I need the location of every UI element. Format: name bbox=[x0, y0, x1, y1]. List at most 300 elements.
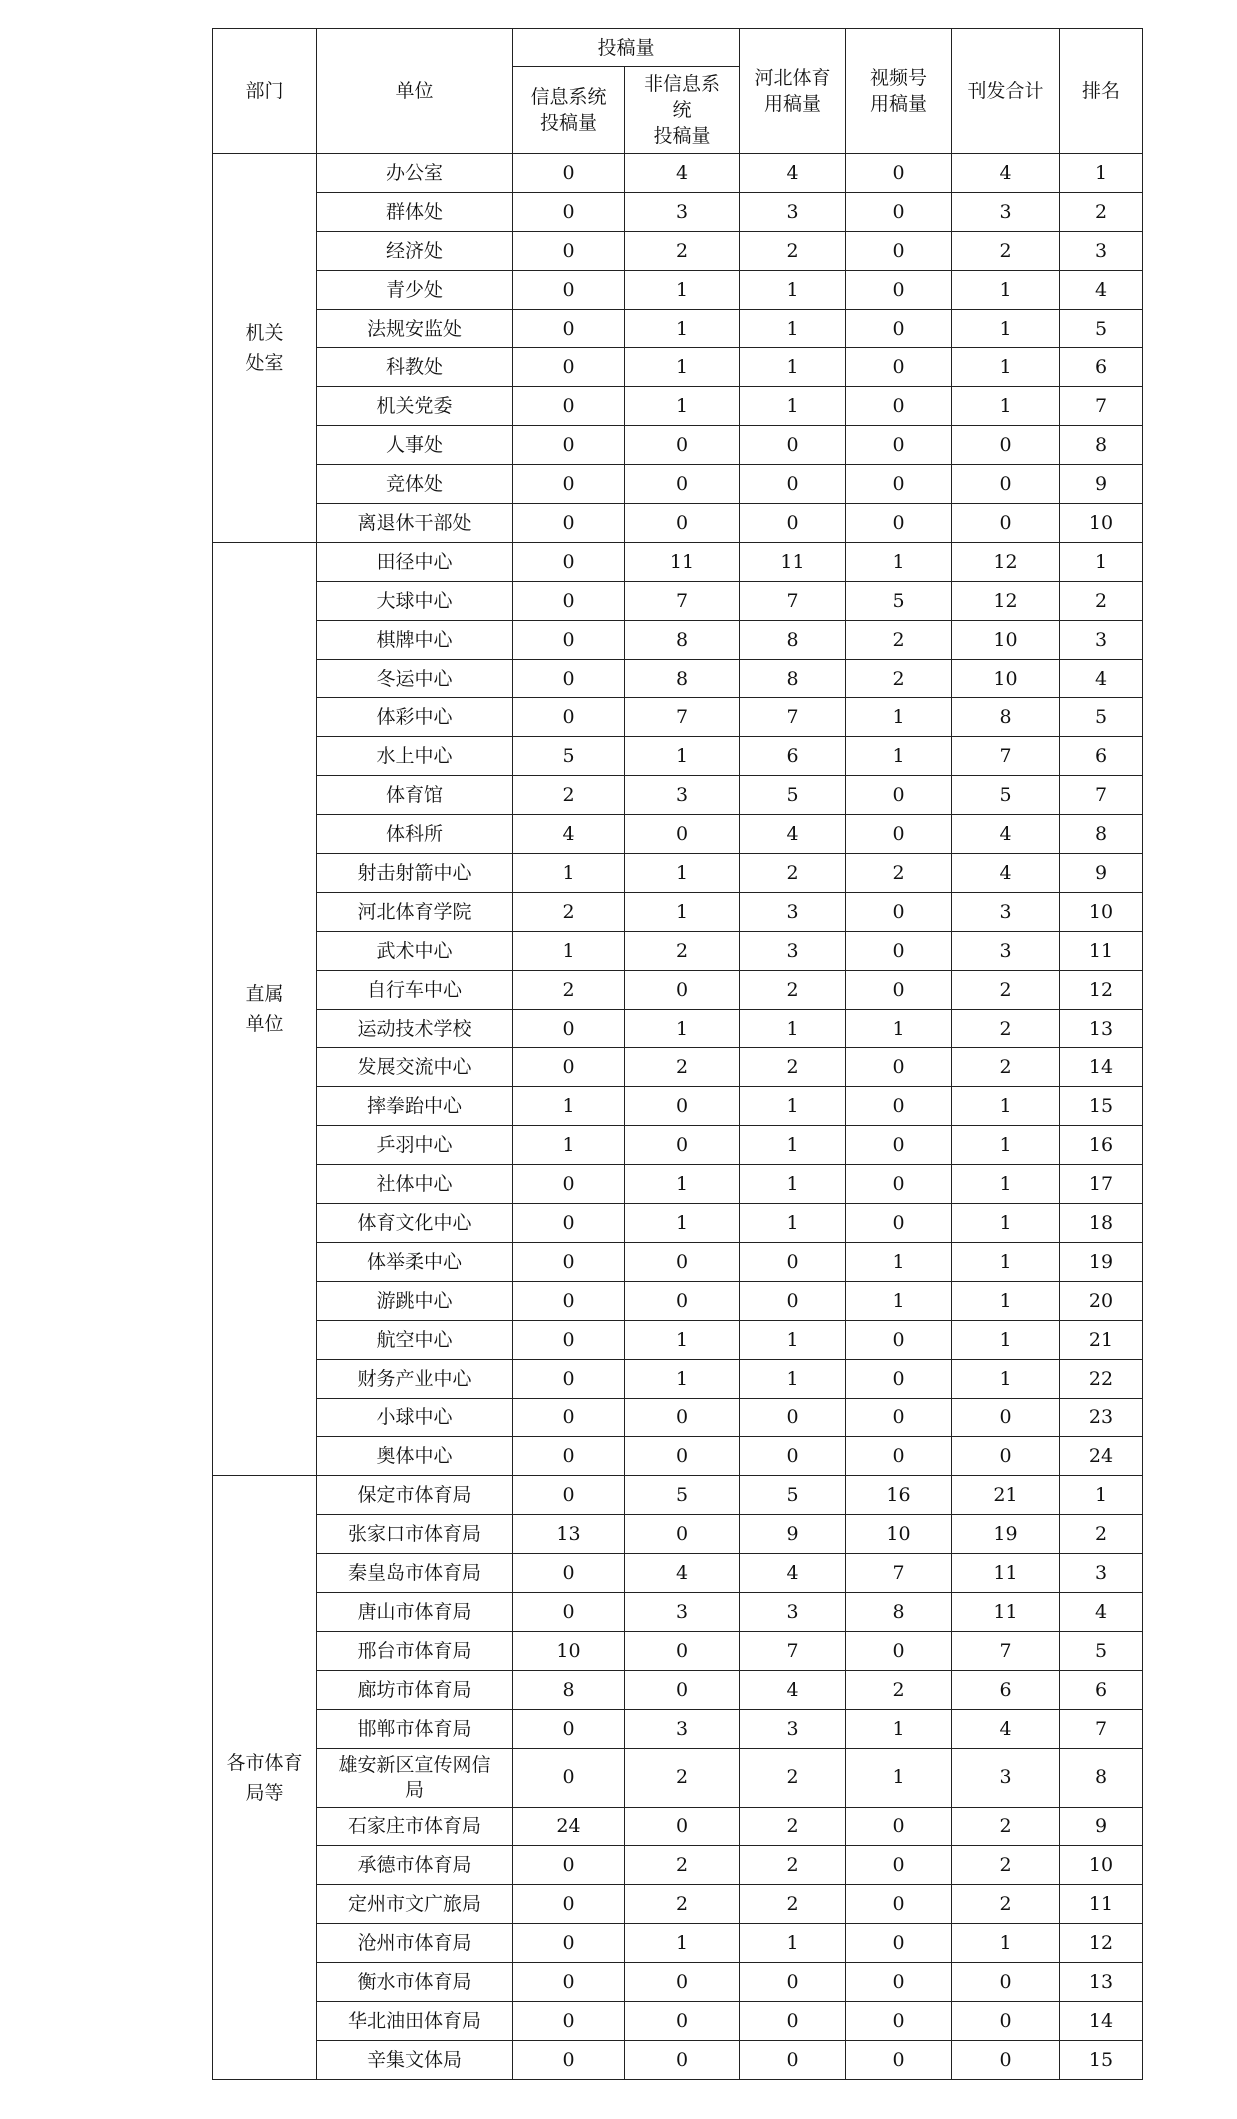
unit-cell: 武术中心 bbox=[317, 931, 513, 970]
total-count-cell: 10 bbox=[952, 620, 1060, 659]
hebei-sports-count-cell: 2 bbox=[740, 1748, 846, 1807]
info-system-count-cell: 1 bbox=[513, 1087, 625, 1126]
hebei-sports-count-cell: 3 bbox=[740, 931, 846, 970]
hebei-sports-count-cell: 8 bbox=[740, 659, 846, 698]
total-count-cell: 0 bbox=[952, 1437, 1060, 1476]
hebei-sports-count-cell: 3 bbox=[740, 1592, 846, 1631]
unit-cell: 田径中心 bbox=[317, 542, 513, 581]
total-count-cell: 7 bbox=[952, 1631, 1060, 1670]
table-row bbox=[213, 854, 1143, 893]
unit-cell: 社体中心 bbox=[317, 1165, 513, 1204]
rank-cell: 6 bbox=[1060, 737, 1143, 776]
info-system-count-cell: 13 bbox=[513, 1515, 625, 1554]
hebei-sports-count-cell: 2 bbox=[740, 970, 846, 1009]
table-row bbox=[213, 892, 1143, 931]
video-count-cell: 16 bbox=[846, 1476, 952, 1515]
total-count-cell: 4 bbox=[952, 1709, 1060, 1748]
total-count-cell: 2 bbox=[952, 970, 1060, 1009]
unit-cell: 定州市文广旅局 bbox=[317, 1885, 513, 1924]
non-info-system-count-cell: 4 bbox=[625, 1554, 740, 1593]
video-count-cell: 0 bbox=[846, 2001, 952, 2040]
rank-cell: 3 bbox=[1060, 231, 1143, 270]
video-count-cell: 0 bbox=[846, 1437, 952, 1476]
hebei-sports-count-cell: 0 bbox=[740, 504, 846, 543]
non-info-system-count-cell: 0 bbox=[625, 2001, 740, 2040]
video-count-cell: 0 bbox=[846, 1885, 952, 1924]
info-system-count-cell: 0 bbox=[513, 192, 625, 231]
rank-cell: 10 bbox=[1060, 504, 1143, 543]
table-row bbox=[213, 1359, 1143, 1398]
info-system-count-cell: 0 bbox=[513, 387, 625, 426]
non-info-system-count-cell: 0 bbox=[625, 1963, 740, 2002]
non-info-system-count-cell: 5 bbox=[625, 1476, 740, 1515]
unit-cell: 青少处 bbox=[317, 270, 513, 309]
hebei-sports-count-cell: 8 bbox=[740, 620, 846, 659]
unit-cell: 财务产业中心 bbox=[317, 1359, 513, 1398]
non-info-system-count-cell: 8 bbox=[625, 620, 740, 659]
table-row bbox=[213, 1437, 1143, 1476]
hebei-sports-count-cell: 4 bbox=[740, 815, 846, 854]
table-row bbox=[213, 1281, 1143, 1320]
rank-cell: 6 bbox=[1060, 348, 1143, 387]
video-count-cell: 0 bbox=[846, 270, 952, 309]
hebei-sports-count-cell: 0 bbox=[740, 1242, 846, 1281]
video-count-cell: 10 bbox=[846, 1515, 952, 1554]
hebei-sports-count-cell: 2 bbox=[740, 1807, 846, 1846]
video-count-cell: 0 bbox=[846, 1631, 952, 1670]
unit-cell: 辛集文体局 bbox=[317, 2040, 513, 2079]
unit-cell: 水上中心 bbox=[317, 737, 513, 776]
total-count-cell: 1 bbox=[952, 309, 1060, 348]
video-count-cell: 0 bbox=[846, 1087, 952, 1126]
info-system-count-cell: 0 bbox=[513, 1242, 625, 1281]
total-count-cell: 8 bbox=[952, 698, 1060, 737]
info-system-count-cell: 0 bbox=[513, 1885, 625, 1924]
unit-cell: 机关党委 bbox=[317, 387, 513, 426]
total-count-cell: 2 bbox=[952, 1807, 1060, 1846]
total-count-cell: 0 bbox=[952, 1963, 1060, 2002]
non-info-system-count-cell: 0 bbox=[625, 1437, 740, 1476]
non-info-system-count-cell: 2 bbox=[625, 1885, 740, 1924]
table-row bbox=[213, 504, 1143, 543]
rank-cell: 16 bbox=[1060, 1126, 1143, 1165]
non-info-system-count-cell: 0 bbox=[625, 1670, 740, 1709]
rank-cell: 1 bbox=[1060, 154, 1143, 193]
info-system-count-cell: 0 bbox=[513, 1009, 625, 1048]
hebei-sports-count-cell: 4 bbox=[740, 1670, 846, 1709]
unit-cell: 办公室 bbox=[317, 154, 513, 193]
unit-cell: 冬运中心 bbox=[317, 659, 513, 698]
header-hebei-sports: 河北体育 用稿量 bbox=[740, 29, 846, 154]
table-row bbox=[213, 1515, 1143, 1554]
total-count-cell: 2 bbox=[952, 1009, 1060, 1048]
non-info-system-count-cell: 1 bbox=[625, 348, 740, 387]
video-count-cell: 2 bbox=[846, 1670, 952, 1709]
non-info-system-count-cell: 2 bbox=[625, 1846, 740, 1885]
hebei-sports-count-cell: 1 bbox=[740, 309, 846, 348]
video-count-cell: 0 bbox=[846, 231, 952, 270]
non-info-system-count-cell: 1 bbox=[625, 270, 740, 309]
total-count-cell: 0 bbox=[952, 504, 1060, 543]
video-count-cell: 1 bbox=[846, 1281, 952, 1320]
rank-cell: 3 bbox=[1060, 620, 1143, 659]
non-info-system-count-cell: 0 bbox=[625, 465, 740, 504]
hebei-sports-count-cell: 4 bbox=[740, 154, 846, 193]
unit-cell: 雄安新区宣传网信 局 bbox=[317, 1748, 513, 1807]
hebei-sports-count-cell: 3 bbox=[740, 192, 846, 231]
info-system-count-cell: 0 bbox=[513, 542, 625, 581]
hebei-sports-count-cell: 0 bbox=[740, 1398, 846, 1437]
table-row bbox=[213, 1165, 1143, 1204]
unit-cell: 发展交流中心 bbox=[317, 1048, 513, 1087]
info-system-count-cell: 0 bbox=[513, 1963, 625, 2002]
table-row bbox=[213, 931, 1143, 970]
table-row bbox=[213, 1087, 1143, 1126]
table-row bbox=[213, 1748, 1143, 1807]
non-info-system-count-cell: 1 bbox=[625, 1165, 740, 1204]
rank-cell: 11 bbox=[1060, 1885, 1143, 1924]
non-info-system-count-cell: 1 bbox=[625, 387, 740, 426]
non-info-system-count-cell: 1 bbox=[625, 1009, 740, 1048]
table-row bbox=[213, 1320, 1143, 1359]
table-row bbox=[213, 426, 1143, 465]
total-count-cell: 1 bbox=[952, 270, 1060, 309]
total-count-cell: 2 bbox=[952, 231, 1060, 270]
rank-cell: 22 bbox=[1060, 1359, 1143, 1398]
total-count-cell: 6 bbox=[952, 1670, 1060, 1709]
unit-cell: 航空中心 bbox=[317, 1320, 513, 1359]
video-count-cell: 1 bbox=[846, 698, 952, 737]
info-system-count-cell: 4 bbox=[513, 815, 625, 854]
info-system-count-cell: 2 bbox=[513, 892, 625, 931]
dept-cell: 直属 单位 bbox=[213, 542, 317, 1475]
table-row bbox=[213, 1554, 1143, 1593]
non-info-system-count-cell: 0 bbox=[625, 1087, 740, 1126]
rank-cell: 9 bbox=[1060, 854, 1143, 893]
table-row bbox=[213, 815, 1143, 854]
total-count-cell: 0 bbox=[952, 2001, 1060, 2040]
unit-cell: 自行车中心 bbox=[317, 970, 513, 1009]
hebei-sports-count-cell: 1 bbox=[740, 348, 846, 387]
hebei-sports-count-cell: 1 bbox=[740, 1320, 846, 1359]
table-row bbox=[213, 620, 1143, 659]
hebei-sports-count-cell: 0 bbox=[740, 2040, 846, 2079]
non-info-system-count-cell: 2 bbox=[625, 231, 740, 270]
info-system-count-cell: 0 bbox=[513, 1554, 625, 1593]
table-row bbox=[213, 1204, 1143, 1243]
table-row bbox=[213, 1963, 1143, 2002]
unit-cell: 棋牌中心 bbox=[317, 620, 513, 659]
total-count-cell: 12 bbox=[952, 581, 1060, 620]
info-system-count-cell: 5 bbox=[513, 737, 625, 776]
info-system-count-cell: 1 bbox=[513, 931, 625, 970]
info-system-count-cell: 24 bbox=[513, 1807, 625, 1846]
unit-cell: 群体处 bbox=[317, 192, 513, 231]
video-count-cell: 0 bbox=[846, 1924, 952, 1963]
total-count-cell: 4 bbox=[952, 154, 1060, 193]
info-system-count-cell: 0 bbox=[513, 1320, 625, 1359]
rank-cell: 19 bbox=[1060, 1242, 1143, 1281]
hebei-sports-count-cell: 0 bbox=[740, 1437, 846, 1476]
info-system-count-cell: 0 bbox=[513, 504, 625, 543]
table-row bbox=[213, 231, 1143, 270]
hebei-sports-count-cell: 0 bbox=[740, 2001, 846, 2040]
non-info-system-count-cell: 7 bbox=[625, 698, 740, 737]
rank-cell: 5 bbox=[1060, 698, 1143, 737]
hebei-sports-count-cell: 1 bbox=[740, 1009, 846, 1048]
rank-cell: 8 bbox=[1060, 1748, 1143, 1807]
total-count-cell: 11 bbox=[952, 1554, 1060, 1593]
info-system-count-cell: 8 bbox=[513, 1670, 625, 1709]
info-system-count-cell: 0 bbox=[513, 2040, 625, 2079]
video-count-cell: 1 bbox=[846, 1009, 952, 1048]
non-info-system-count-cell: 1 bbox=[625, 1204, 740, 1243]
video-count-cell: 7 bbox=[846, 1554, 952, 1593]
unit-cell: 小球中心 bbox=[317, 1398, 513, 1437]
hebei-sports-count-cell: 7 bbox=[740, 698, 846, 737]
hebei-sports-count-cell: 1 bbox=[740, 1359, 846, 1398]
info-system-count-cell: 0 bbox=[513, 231, 625, 270]
non-info-system-count-cell: 3 bbox=[625, 1592, 740, 1631]
video-count-cell: 0 bbox=[846, 931, 952, 970]
rank-cell: 10 bbox=[1060, 892, 1143, 931]
total-count-cell: 1 bbox=[952, 1126, 1060, 1165]
non-info-system-count-cell: 0 bbox=[625, 426, 740, 465]
non-info-system-count-cell: 2 bbox=[625, 1748, 740, 1807]
rank-cell: 17 bbox=[1060, 1165, 1143, 1204]
video-count-cell: 1 bbox=[846, 737, 952, 776]
rank-cell: 7 bbox=[1060, 387, 1143, 426]
table-row bbox=[213, 581, 1143, 620]
non-info-system-count-cell: 8 bbox=[625, 659, 740, 698]
rank-cell: 3 bbox=[1060, 1554, 1143, 1593]
total-count-cell: 11 bbox=[952, 1592, 1060, 1631]
table-header bbox=[213, 29, 1143, 154]
table-row bbox=[213, 154, 1143, 193]
total-count-cell: 2 bbox=[952, 1885, 1060, 1924]
table-row bbox=[213, 1048, 1143, 1087]
non-info-system-count-cell: 1 bbox=[625, 737, 740, 776]
info-system-count-cell: 0 bbox=[513, 659, 625, 698]
rank-cell: 14 bbox=[1060, 2001, 1143, 2040]
rank-cell: 12 bbox=[1060, 1924, 1143, 1963]
hebei-sports-count-cell: 2 bbox=[740, 231, 846, 270]
info-system-count-cell: 2 bbox=[513, 776, 625, 815]
rank-cell: 8 bbox=[1060, 815, 1143, 854]
hebei-sports-count-cell: 1 bbox=[740, 1204, 846, 1243]
rank-cell: 13 bbox=[1060, 1963, 1143, 2002]
table-row bbox=[213, 387, 1143, 426]
video-count-cell: 0 bbox=[846, 1963, 952, 2002]
total-count-cell: 4 bbox=[952, 854, 1060, 893]
rank-cell: 21 bbox=[1060, 1320, 1143, 1359]
hebei-sports-count-cell: 0 bbox=[740, 465, 846, 504]
rank-cell: 10 bbox=[1060, 1846, 1143, 1885]
unit-cell: 体育文化中心 bbox=[317, 1204, 513, 1243]
non-info-system-count-cell: 0 bbox=[625, 2040, 740, 2079]
unit-cell: 沧州市体育局 bbox=[317, 1924, 513, 1963]
non-info-system-count-cell: 0 bbox=[625, 1398, 740, 1437]
rank-cell: 18 bbox=[1060, 1204, 1143, 1243]
table-row bbox=[213, 1398, 1143, 1437]
table-row bbox=[213, 1592, 1143, 1631]
hebei-sports-count-cell: 1 bbox=[740, 1924, 846, 1963]
dept-cell: 机关 处室 bbox=[213, 154, 317, 543]
info-system-count-cell: 0 bbox=[513, 1846, 625, 1885]
non-info-system-count-cell: 2 bbox=[625, 931, 740, 970]
rank-cell: 15 bbox=[1060, 2040, 1143, 2079]
info-system-count-cell: 10 bbox=[513, 1631, 625, 1670]
video-count-cell: 0 bbox=[846, 348, 952, 387]
table-row bbox=[213, 1670, 1143, 1709]
table-row bbox=[213, 737, 1143, 776]
non-info-system-count-cell: 11 bbox=[625, 542, 740, 581]
video-count-cell: 2 bbox=[846, 620, 952, 659]
info-system-count-cell: 0 bbox=[513, 465, 625, 504]
unit-cell: 竞体处 bbox=[317, 465, 513, 504]
video-count-cell: 0 bbox=[846, 1846, 952, 1885]
total-count-cell: 3 bbox=[952, 192, 1060, 231]
video-count-cell: 1 bbox=[846, 1748, 952, 1807]
total-count-cell: 1 bbox=[952, 1087, 1060, 1126]
table-row bbox=[213, 1709, 1143, 1748]
hebei-sports-count-cell: 2 bbox=[740, 1846, 846, 1885]
info-system-count-cell: 0 bbox=[513, 1924, 625, 1963]
hebei-sports-count-cell: 3 bbox=[740, 1709, 846, 1748]
total-count-cell: 3 bbox=[952, 1748, 1060, 1807]
rank-cell: 9 bbox=[1060, 1807, 1143, 1846]
hebei-sports-count-cell: 5 bbox=[740, 776, 846, 815]
hebei-sports-count-cell: 6 bbox=[740, 737, 846, 776]
unit-cell: 邯郸市体育局 bbox=[317, 1709, 513, 1748]
video-count-cell: 0 bbox=[846, 892, 952, 931]
unit-cell: 廊坊市体育局 bbox=[317, 1670, 513, 1709]
non-info-system-count-cell: 1 bbox=[625, 892, 740, 931]
unit-cell: 唐山市体育局 bbox=[317, 1592, 513, 1631]
hebei-sports-count-cell: 2 bbox=[740, 854, 846, 893]
unit-cell: 法规安监处 bbox=[317, 309, 513, 348]
video-count-cell: 0 bbox=[846, 465, 952, 504]
total-count-cell: 1 bbox=[952, 1320, 1060, 1359]
total-count-cell: 12 bbox=[952, 542, 1060, 581]
table-row bbox=[213, 1631, 1143, 1670]
table-row bbox=[213, 1476, 1143, 1515]
table-row bbox=[213, 1885, 1143, 1924]
header-rank: 排名 bbox=[1060, 29, 1143, 154]
total-count-cell: 1 bbox=[952, 387, 1060, 426]
info-system-count-cell: 0 bbox=[513, 1592, 625, 1631]
video-count-cell: 2 bbox=[846, 659, 952, 698]
unit-cell: 衡水市体育局 bbox=[317, 1963, 513, 2002]
info-system-count-cell: 0 bbox=[513, 426, 625, 465]
non-info-system-count-cell: 4 bbox=[625, 154, 740, 193]
info-system-count-cell: 0 bbox=[513, 348, 625, 387]
total-count-cell: 2 bbox=[952, 1048, 1060, 1087]
total-count-cell: 3 bbox=[952, 931, 1060, 970]
unit-cell: 张家口市体育局 bbox=[317, 1515, 513, 1554]
table-row bbox=[213, 1924, 1143, 1963]
info-system-count-cell: 2 bbox=[513, 970, 625, 1009]
non-info-system-count-cell: 0 bbox=[625, 1242, 740, 1281]
header-submit-group: 投稿量 bbox=[513, 29, 740, 67]
video-count-cell: 0 bbox=[846, 1048, 952, 1087]
table-row bbox=[213, 1846, 1143, 1885]
info-system-count-cell: 0 bbox=[513, 1748, 625, 1807]
table-body bbox=[213, 154, 1143, 2080]
rank-cell: 1 bbox=[1060, 1476, 1143, 1515]
header-info-system: 信息系统 投稿量 bbox=[513, 67, 625, 154]
rank-cell: 2 bbox=[1060, 581, 1143, 620]
video-count-cell: 1 bbox=[846, 1709, 952, 1748]
non-info-system-count-cell: 1 bbox=[625, 854, 740, 893]
rank-cell: 14 bbox=[1060, 1048, 1143, 1087]
non-info-system-count-cell: 1 bbox=[625, 1320, 740, 1359]
rank-cell: 12 bbox=[1060, 970, 1143, 1009]
info-system-count-cell: 0 bbox=[513, 309, 625, 348]
header-non-info-system: 非信息系 统 投稿量 bbox=[625, 67, 740, 154]
table-row bbox=[213, 659, 1143, 698]
total-count-cell: 0 bbox=[952, 2040, 1060, 2079]
non-info-system-count-cell: 0 bbox=[625, 504, 740, 543]
video-count-cell: 0 bbox=[846, 2040, 952, 2079]
total-count-cell: 1 bbox=[952, 1204, 1060, 1243]
table-row bbox=[213, 776, 1143, 815]
table-row bbox=[213, 2040, 1143, 2079]
table-row bbox=[213, 309, 1143, 348]
non-info-system-count-cell: 0 bbox=[625, 970, 740, 1009]
table-row bbox=[213, 465, 1143, 504]
video-count-cell: 0 bbox=[846, 1320, 952, 1359]
non-info-system-count-cell: 1 bbox=[625, 309, 740, 348]
info-system-count-cell: 0 bbox=[513, 1437, 625, 1476]
unit-cell: 保定市体育局 bbox=[317, 1476, 513, 1515]
header-unit: 单位 bbox=[317, 29, 513, 154]
table-row bbox=[213, 1807, 1143, 1846]
hebei-sports-count-cell: 7 bbox=[740, 1631, 846, 1670]
total-count-cell: 0 bbox=[952, 465, 1060, 504]
unit-cell: 游跳中心 bbox=[317, 1281, 513, 1320]
total-count-cell: 1 bbox=[952, 1242, 1060, 1281]
table-row bbox=[213, 542, 1143, 581]
hebei-sports-count-cell: 1 bbox=[740, 1126, 846, 1165]
video-count-cell: 8 bbox=[846, 1592, 952, 1631]
info-system-count-cell: 0 bbox=[513, 1359, 625, 1398]
video-count-cell: 2 bbox=[846, 854, 952, 893]
hebei-sports-count-cell: 0 bbox=[740, 1281, 846, 1320]
non-info-system-count-cell: 0 bbox=[625, 1807, 740, 1846]
rank-cell: 23 bbox=[1060, 1398, 1143, 1437]
non-info-system-count-cell: 0 bbox=[625, 1281, 740, 1320]
video-count-cell: 0 bbox=[846, 815, 952, 854]
total-count-cell: 10 bbox=[952, 659, 1060, 698]
non-info-system-count-cell: 3 bbox=[625, 1709, 740, 1748]
rank-cell: 15 bbox=[1060, 1087, 1143, 1126]
rank-cell: 8 bbox=[1060, 426, 1143, 465]
hebei-sports-count-cell: 2 bbox=[740, 1885, 846, 1924]
rank-cell: 4 bbox=[1060, 1592, 1143, 1631]
non-info-system-count-cell: 0 bbox=[625, 1126, 740, 1165]
ranking-sheet bbox=[212, 28, 1142, 2080]
unit-cell: 体科所 bbox=[317, 815, 513, 854]
total-count-cell: 19 bbox=[952, 1515, 1060, 1554]
table-row bbox=[213, 270, 1143, 309]
info-system-count-cell: 0 bbox=[513, 1709, 625, 1748]
info-system-count-cell: 0 bbox=[513, 620, 625, 659]
video-count-cell: 1 bbox=[846, 1242, 952, 1281]
video-count-cell: 0 bbox=[846, 776, 952, 815]
video-count-cell: 1 bbox=[846, 542, 952, 581]
non-info-system-count-cell: 0 bbox=[625, 1515, 740, 1554]
